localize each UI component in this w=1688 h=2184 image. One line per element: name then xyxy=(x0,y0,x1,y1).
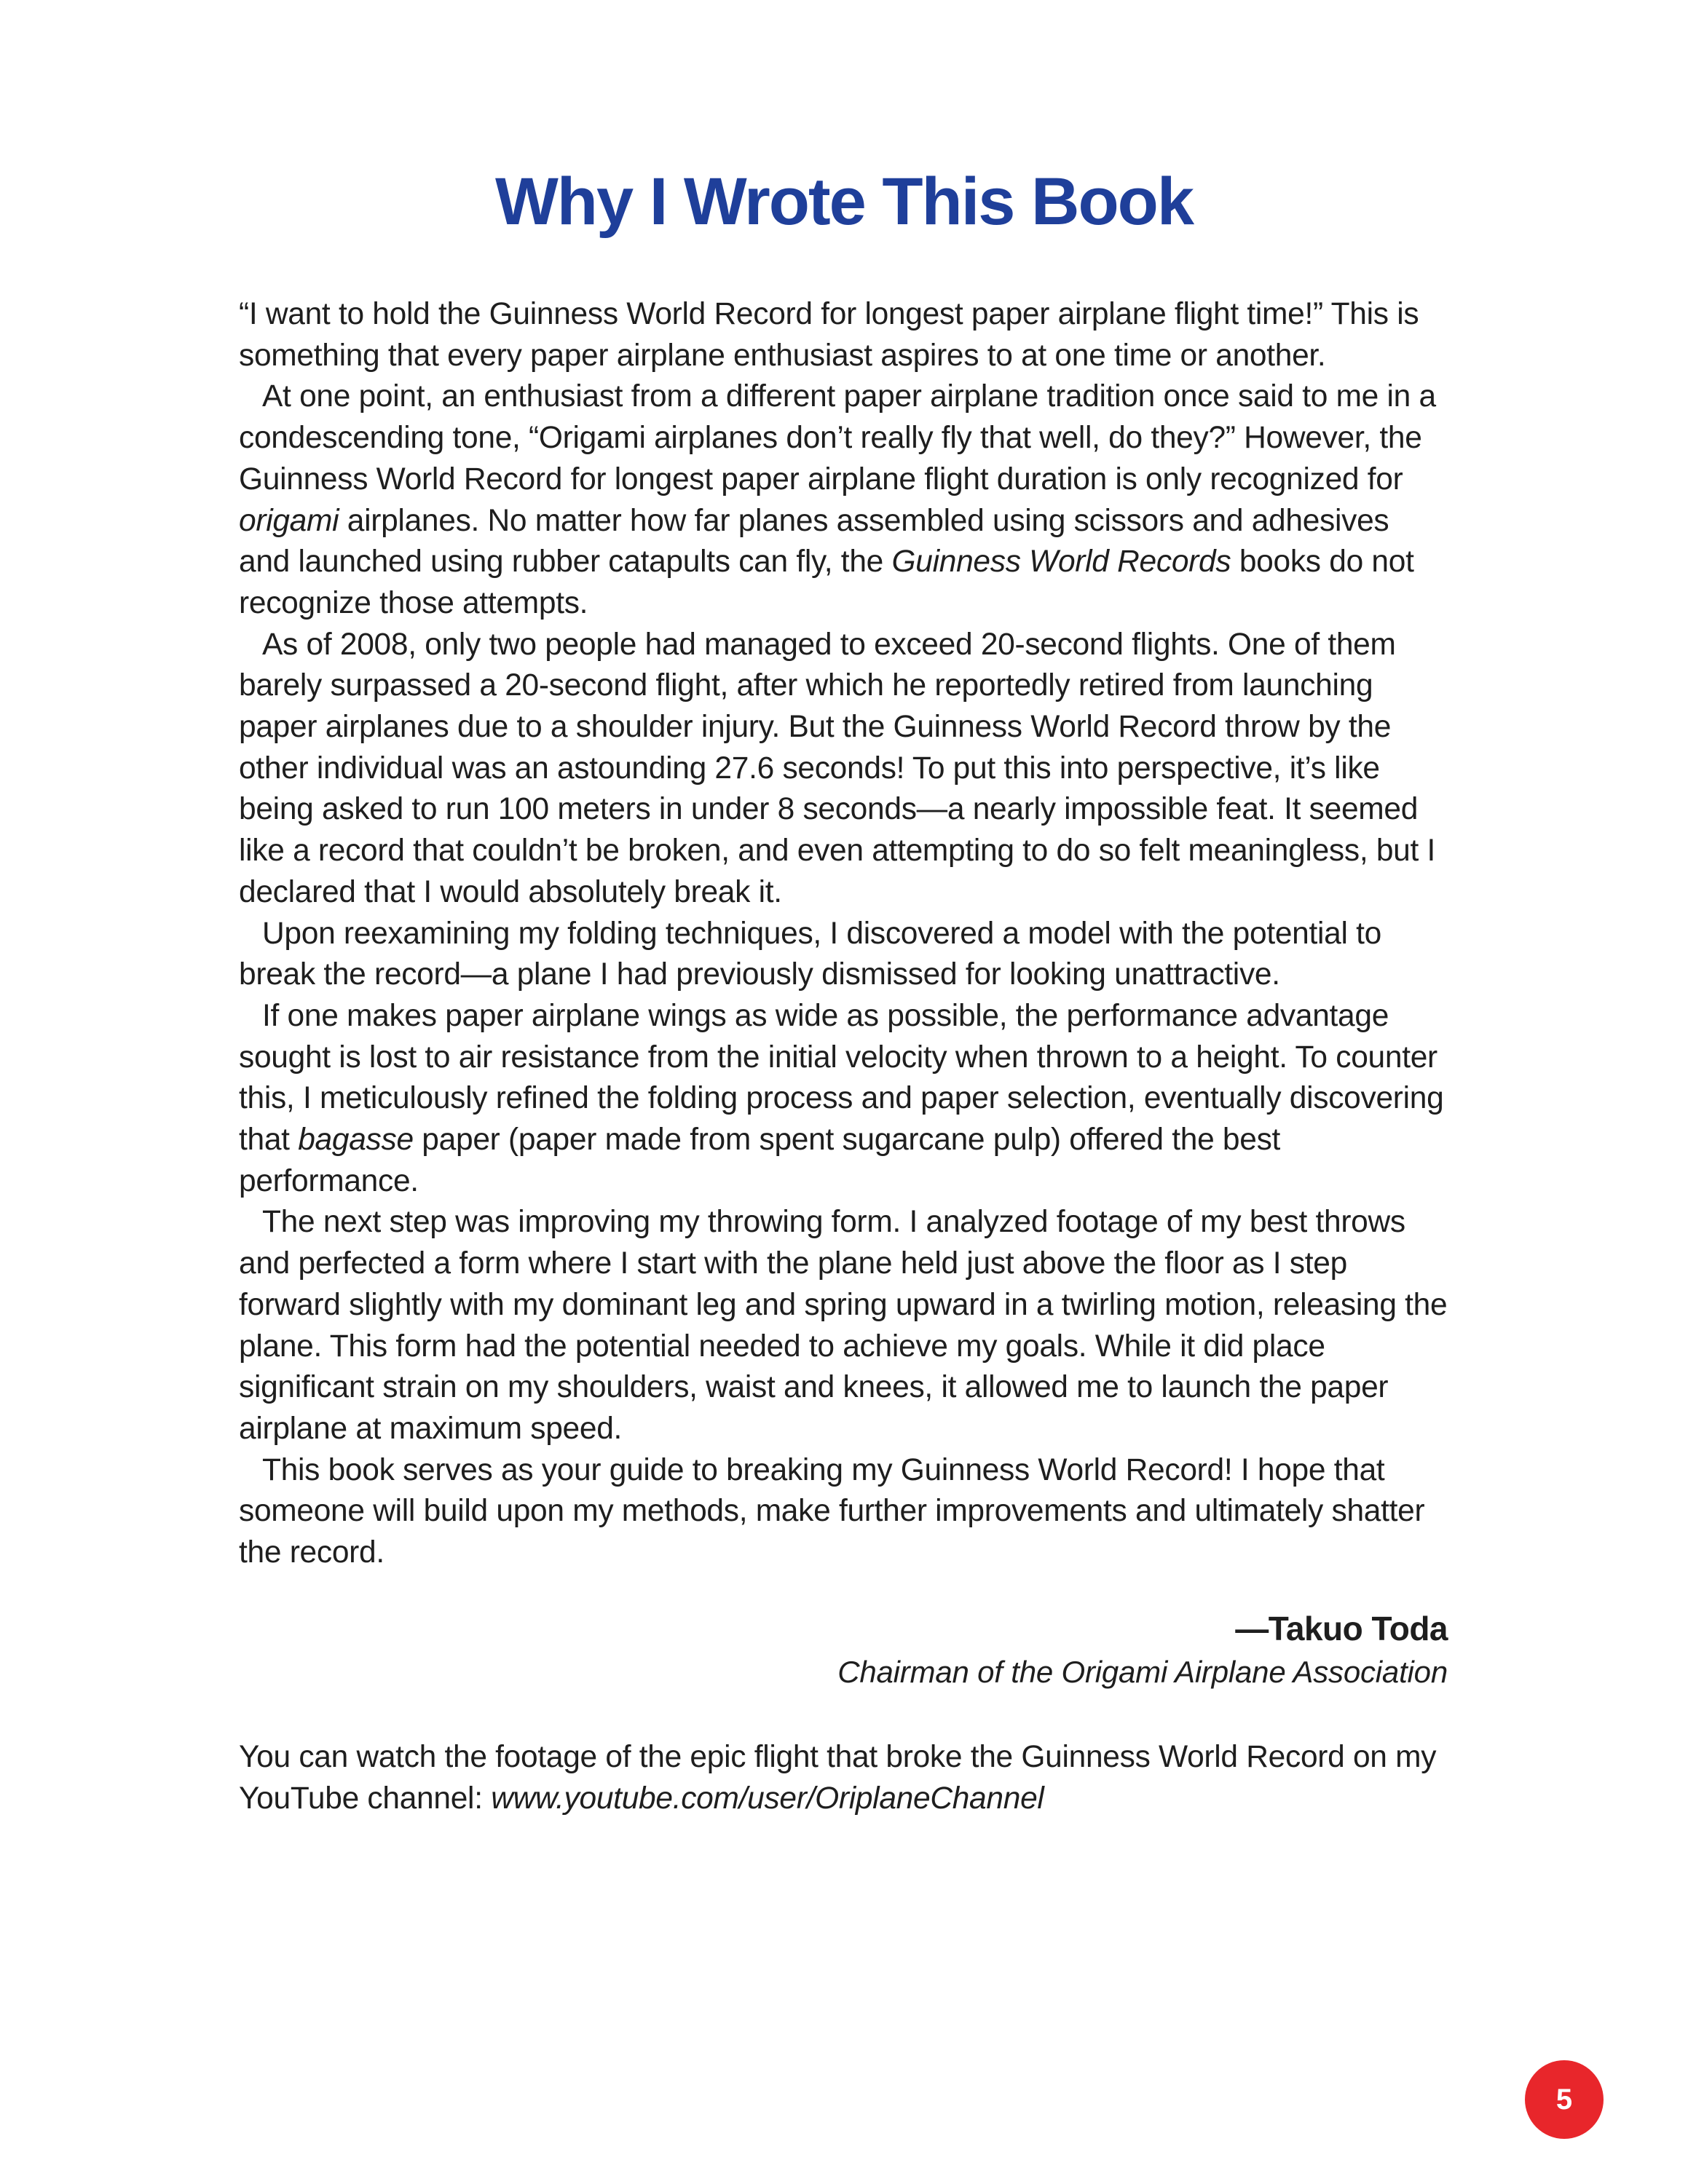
page-number-badge xyxy=(1525,2060,1604,2139)
body-paragraph xyxy=(239,294,1448,376)
body-paragraph xyxy=(239,1202,1448,1449)
italic-text: origami xyxy=(239,503,339,538)
author-name: —Takuo Toda xyxy=(1235,1610,1448,1647)
signature-block xyxy=(837,1606,1448,1693)
page-title: Why I Wrote This Book xyxy=(494,165,1194,239)
body-paragraph xyxy=(239,1450,1448,1574)
paragraph-text: At one point, an enthusiast from a different paper airplane tradition once said to me in a condescending tone, “Origami airplanes don’t really fly that well, do they?” However, the Guinness World Record for longest paper airplane flight duration is only recognized for xyxy=(239,379,1436,496)
body-paragraph xyxy=(239,914,1448,996)
footer-note xyxy=(239,1737,1462,1819)
body-paragraph xyxy=(239,996,1448,1203)
paragraph-text: “I want to hold the Guinness World Record for longest paper airplane flight time!” This is something that every paper airplane enthusiast aspires to at one time or another. xyxy=(239,297,1419,373)
paragraph-text: paper (paper made from spent sugarcane pulp) offered the best performance. xyxy=(239,1123,1281,1198)
youtube-link[interactable]: www.youtube.com/user/OriplaneChannel xyxy=(491,1781,1044,1816)
paragraph-text: Upon reexamining my folding techniques, I discovered a model with the potential to break the record—a plane I had previously dismissed for looking unattractive. xyxy=(239,916,1381,992)
paragraph-text: airplanes. No matter how far planes assembled using scissors and adhesives and launched using rubber catapults can fly, the xyxy=(239,503,1389,579)
paragraph-text: books do not recognize those attempts. xyxy=(239,545,1414,620)
footer-note-text: You can watch the footage of the epic flight that broke the Guinness World Record on my YouTube channel: xyxy=(239,1740,1437,1816)
body-paragraph xyxy=(239,376,1448,624)
author-title: Chairman of the Origami Airplane Association xyxy=(837,1655,1448,1689)
italic-text: bagasse xyxy=(298,1123,414,1158)
body-paragraph xyxy=(239,625,1448,914)
paragraph-text: This book serves as your guide to breaking my Guinness World Record! I hope that someone will build upon my methods, make further improvements and ultimately shatter the record. xyxy=(239,1452,1425,1570)
body-text xyxy=(239,294,1448,1574)
paragraph-text: The next step was improving my throwing form. I analyzed footage of my best throws and perfected a form where I start with the plane held just above the floor as I step forward slightly with my dominant leg and spring upward in a twirling motion, releasing the plane. This form had the potential needed to achieve my goals. While it did place significant strain on my shoulders, waist and knees, it allowed me to launch the paper airplane at maximum speed. xyxy=(239,1205,1448,1446)
italic-text: Guinness World Records xyxy=(891,545,1231,579)
paragraph-text: As of 2008, only two people had managed to exceed 20-second flights. One of them barely surpassed a 20-second flight, after which he reportedly retired from launching paper airplanes due to a shoulder injury. But the Guinness World Record throw by the other individual was an astounding 27.6 seconds! To put this into perspective, it’s like being asked to run 100 meters in under 8 seconds—a nearly impossible feat. It seemed like a record that couldn’t be broken, and even attempting to do so felt meaningless, but I declared that I would absolutely break it. xyxy=(239,627,1436,909)
page-number: 5 xyxy=(1555,2083,1573,2116)
paragraph-text: If one makes paper airplane wings as wide as possible, the performance advantage sought is lost to air resistance from the initial velocity when thrown to a height. To counter this, I meticulously refined the folding process and paper selection, eventually discovering that xyxy=(239,998,1444,1158)
